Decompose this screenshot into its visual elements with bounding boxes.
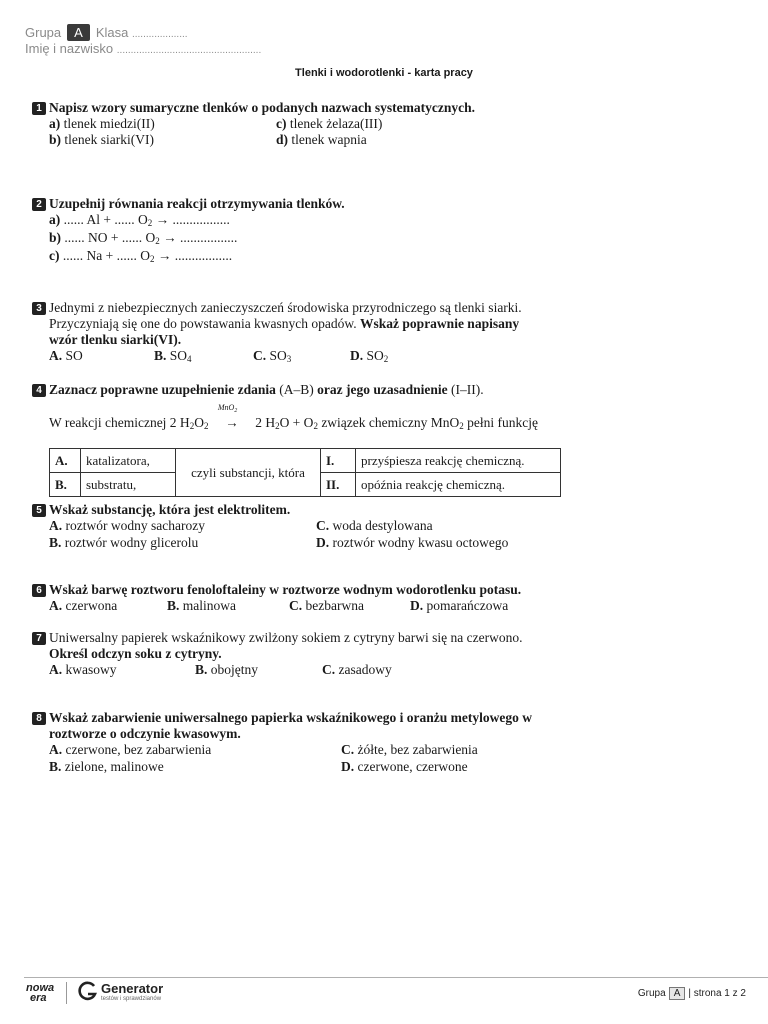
q6-option-b: B. malinowa [167,598,237,613]
q3-option-c: C. $SO_3$ [253,348,292,364]
nowa-era-logo: nowa era [26,982,55,1004]
q4-option-b: substratu, [81,473,176,497]
question-number: 7 [32,632,46,645]
q8-option-b: B. zielone, malinowe [49,759,164,774]
question-text: Jednymi z niebezpiecznych zanieczyszczeń środowiska przyrodniczego są tlenki siarki. [49,300,522,315]
q4-option-ii-label: II. [321,473,356,497]
group-label: Grupa [25,25,62,40]
q3-line-2: Przyczyniają się one do powstawania kwasnych opadów. Wskaż poprawnie napisany [49,316,520,331]
q1-option-a: a) tlenek miedzi(II) [49,116,155,131]
footer-page-info [638,987,746,1000]
q4-option-a-label: A. [50,449,81,473]
name-dots: .................................................... [116,45,262,56]
q5-option-c: C. woda destylowana [316,518,433,533]
q6-option-c: C. bezbarwna [289,598,364,613]
page-title: Tlenki i wodorotlenki - karta pracy [295,67,473,79]
q6-option-a: A. czerwona [49,598,118,613]
class-label: Klasa [95,25,129,40]
q4-option-i: przyśpiesza reakcję chemiczną. [356,449,561,473]
footer-page-text: | strona 1 z 2 [688,988,746,999]
question-6 [32,582,521,598]
footer-logo-separator [66,982,67,1004]
q4-option-i-label: I. [321,449,356,473]
footer-divider [24,977,768,978]
question-2 [32,196,345,212]
q3-option-b: B. $SO_4$ [154,348,192,364]
q4-answer-table [49,448,561,497]
q3-option-a: A. SO [49,348,83,363]
question-number: 5 [32,504,46,517]
q4-option-b-label: B. [50,473,81,497]
q7-option-b: B. obojętny [195,662,259,677]
question-1 [32,100,475,116]
question-7 [32,630,522,646]
q8-line-2: roztworze o odczynie kwasowym. [49,726,241,741]
question-text: Wskaż substancję, która jest elektrolitem. [49,502,291,517]
q6-option-d: D. pomarańczowa [410,598,509,613]
question-text: Uzupełnij równania reakcji otrzymywania tlenków. [49,196,345,211]
q4-reaction: W reakcji chemicznej 2 $H_2O_2$ MnO$_2$ → 2 $H_2O + O_2$ związek chemiczny MnO$_2$ pełni funkcję [49,403,538,431]
q3-option-d: D. $SO_2$ [350,348,389,364]
question-number: 6 [32,584,46,597]
footer-group-label: Grupa [637,988,666,999]
q7-option-a: A. kwasowy [49,662,117,677]
name-line [25,41,261,56]
question-4: 4 Zaznacz poprawne uzupełnienie zdania (A–B) oraz jego uzasadnienie (I–II). [32,382,484,398]
question-number: 2 [32,198,46,211]
question-3 [32,300,522,316]
q1-option-d: d) tlenek wapnia [276,132,367,147]
name-label: Imię i nazwisko [25,41,114,56]
generator-subtitle: testów i sprawdzianów [101,996,162,1002]
question-text: Uniwersalny papierek wskaźnikowy zwilżony sokiem z cytryny barwi się na czerwono. [49,630,523,645]
q7-line-2: Określ odczyn soku z cytryny. [49,646,222,661]
question-text: Wskaż barwę roztworu fenoloftaleiny w roztworze wodnym wodorotlenku potasu. [49,582,522,597]
q8-option-d: D. czerwone, czerwone [341,759,468,774]
question-number: 3 [32,302,46,315]
generator-name: Generator [101,981,164,996]
footer-group-badge: A [669,987,686,1000]
q8-option-c: C. żółte, bez zabarwienia [341,742,478,757]
q3-line-3: wzór tlenku siarki(VI). [49,332,182,347]
q7-option-c: C. zasadowy [322,662,392,677]
q2-equation-c: c) ...... Na + ...... $O_2$ → ................. [49,248,233,264]
group-line [25,24,188,41]
question-5 [32,502,290,518]
class-dots: .................... [131,29,188,40]
question-number: 4 [32,384,46,397]
q2-equation-a: a) ...... Al + ...... $O_2$ → ................. [49,212,230,228]
q1-option-c: c) tlenek żelaza(III) [276,116,383,131]
q8-option-a: A. czerwone, bez zabarwienia [49,742,212,757]
q4-middle: czyli substancji, która [176,449,321,497]
q1-option-b: b) tlenek siarki(VI) [49,132,154,147]
generator-g-icon [77,981,99,1003]
question-number: 8 [32,712,46,725]
q4-option-ii: opóźnia reakcję chemiczną. [356,473,561,497]
question-8 [32,710,532,726]
question-number: 1 [32,102,46,115]
q2-equation-b: b) ...... NO + ...... $O_2$ → ................. [49,230,238,246]
question-text: Wskaż zabarwienie uniwersalnego papierka wskaźnikowego i oranżu metylowego w [49,710,532,725]
q4-option-a: katalizatora, [81,449,176,473]
q5-option-a: A. roztwór wodny sacharozy [49,518,205,533]
reaction-arrow-icon: MnO$_2$ → [217,403,239,430]
q5-option-b: B. roztwór wodny glicerolu [49,535,199,550]
q5-option-d: D. roztwór wodny kwasu octowego [316,535,509,550]
group-badge: A [67,24,90,41]
question-text: Napisz wzory sumaryczne tlenków o podanych nazwach systematycznych. [49,100,475,115]
